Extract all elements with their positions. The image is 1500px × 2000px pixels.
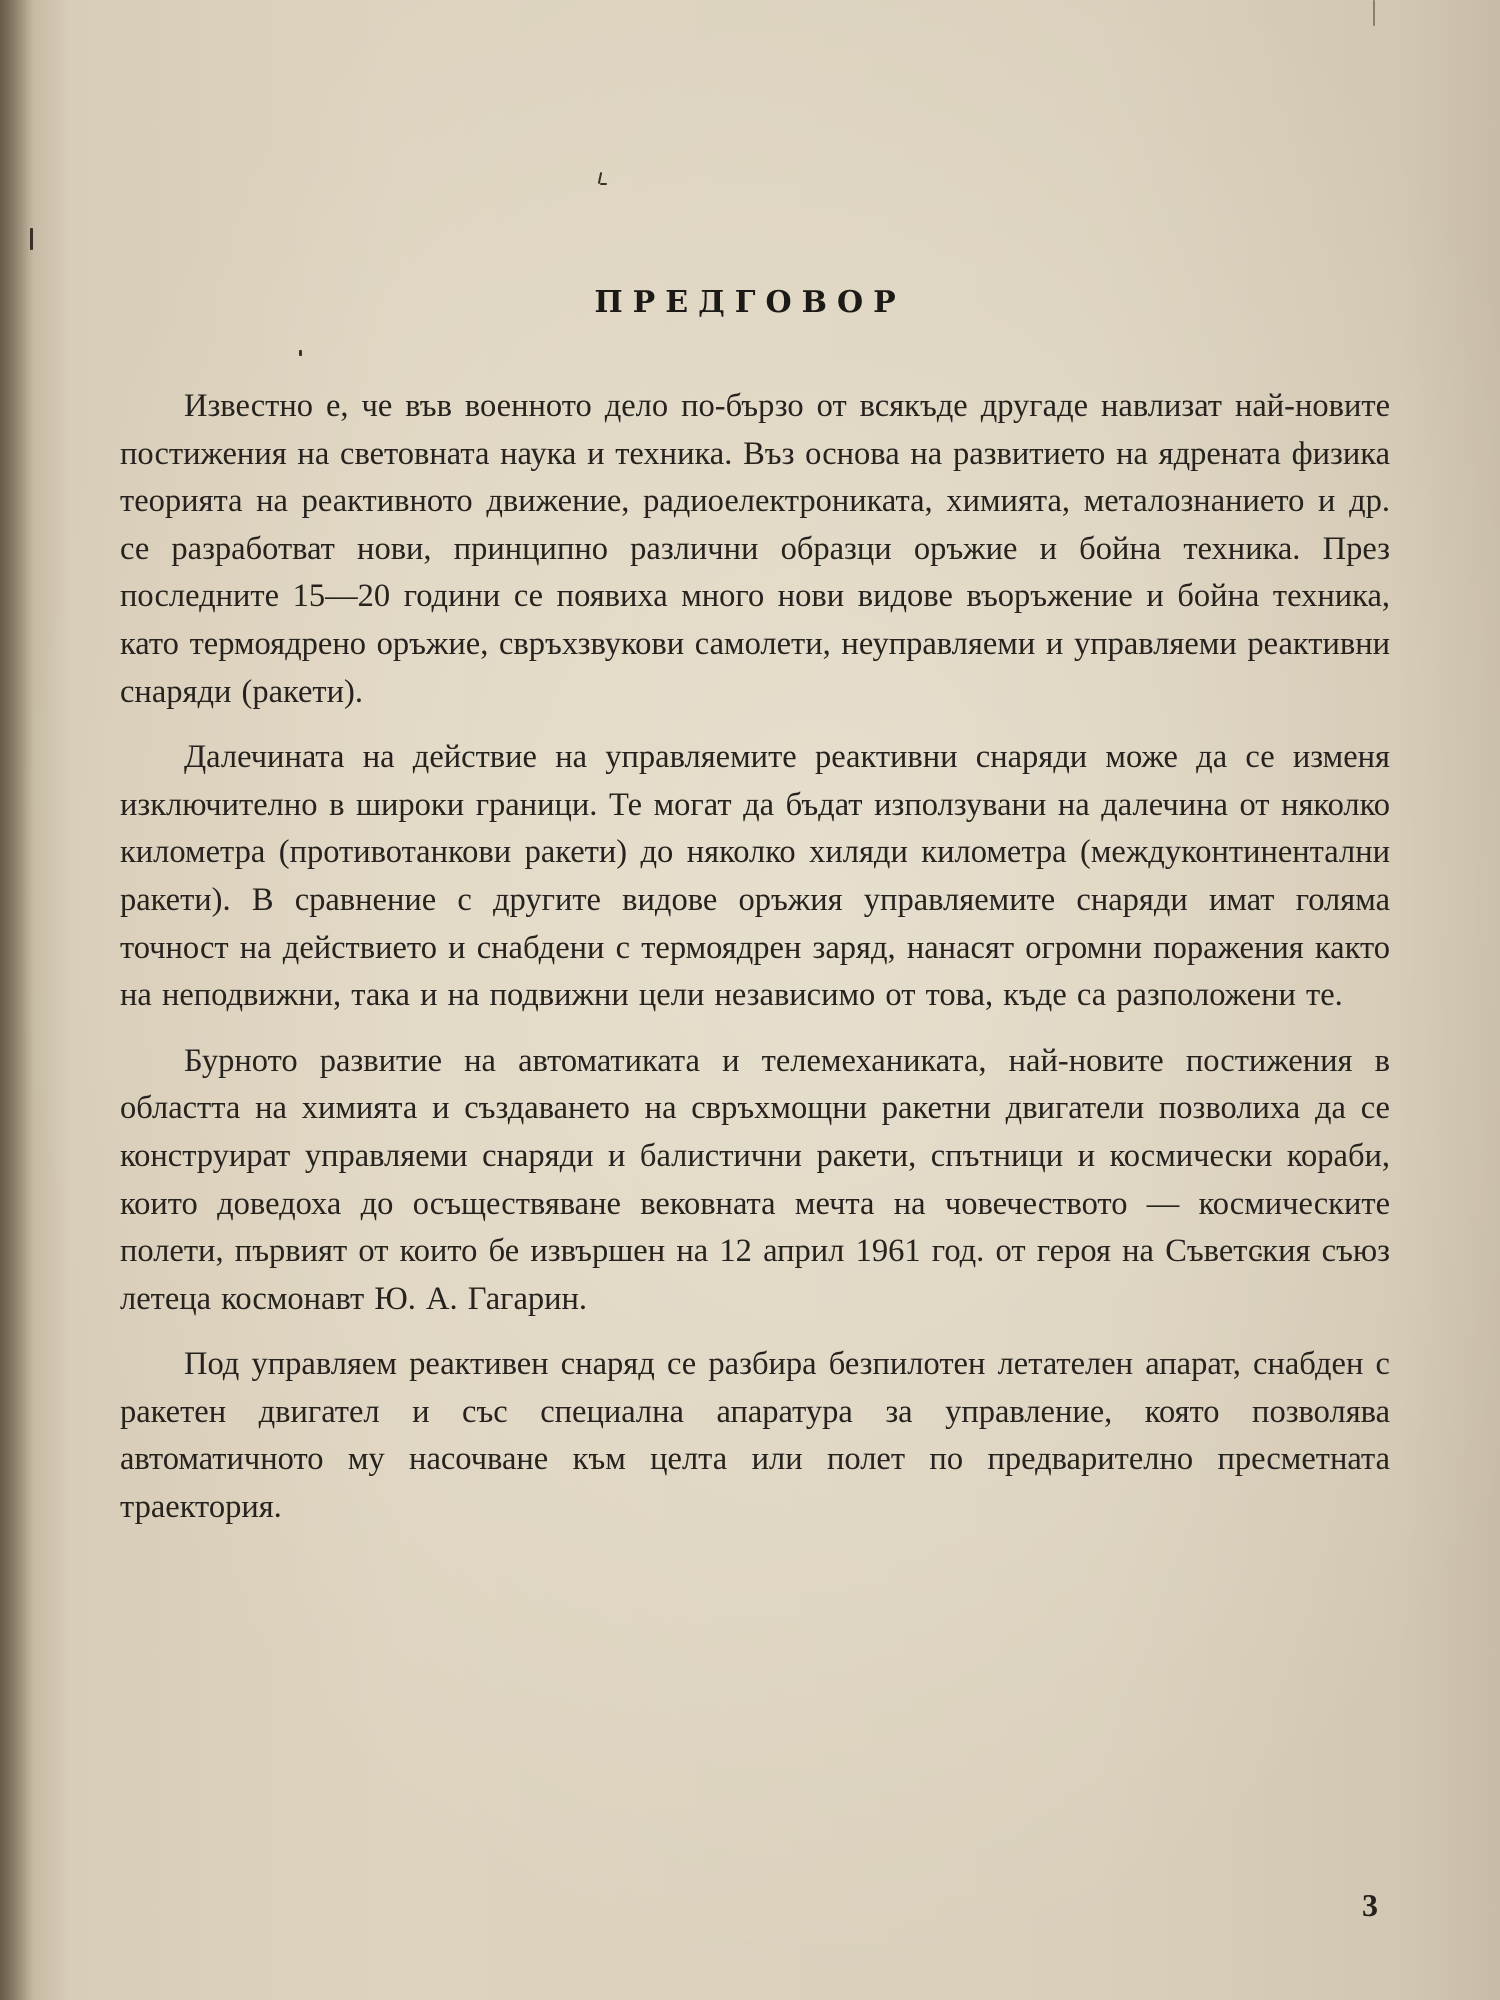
paper-mark: [30, 228, 33, 250]
paper-mark: [1373, 0, 1375, 26]
paragraph: Под управляем реактивен снаряд се разбира безпилотен летателен апарат, снабден с ракетен двигател и със специална апаратура за управление, която позволява автоматичното му насочване към целта или полет по предварително пресметната траектория.: [120, 1346, 1390, 1526]
paragraph: Бурното развитие на автоматиката и телемеханиката, най-новите постижения в областта на химията и създаването на свръхмощни ракетни двигатели позволиха да се конструират управляеми снаряди и балистични ракети, спътници и космически кораби, които доведоха до осъществяване вековната мечта на човечеството — космическите полети, първият от които бе извършен на 12 април 1961 год. от героя на Съветския съюз летеца космонавт Ю. А. Гагарин.: [120, 1042, 1390, 1317]
paper-mark: [299, 350, 302, 356]
page-number: 3: [1362, 1887, 1378, 1923]
preface-text: [120, 383, 1390, 1550]
paragraph: Далечината на действие на управляемите реактивни снаряди може да се изменя изключително в широки граници. Те могат да бъдат използувани на далечина от няколко километра (противотанкови ракети) до няколко хиляди километра (междуконтинентални ракети). В сравнение с другите видове оръжия управляемите снаряди имат голяма точност на действието и снабдени с термоядрен заряд, нанасят огромни поражения както на неподвижни, така и на подвижни цели независимо от това, къде са разположени те.: [120, 739, 1390, 1014]
page-title: ПРЕДГОВОР: [594, 285, 906, 320]
paper-mark: [600, 183, 607, 185]
paragraph: Известно е, че във военното дело по-бързо от всякъде другаде навлизат най-новите постижения на световната наука и техника. Въз основа на развитието на ядрената физика теорията на реактивното движение, радиоелектрониката, химията, металознанието и др. се разработват нови, принципно различни образци оръжие и бойна техника. През последните 15—20 години се появиха много нови видове въоръжение и бойна техника, като термоядрено оръжие, свръхзвукови самолети, неуправляеми и управляеми реактивни снаряди (ракети).: [120, 388, 1390, 710]
